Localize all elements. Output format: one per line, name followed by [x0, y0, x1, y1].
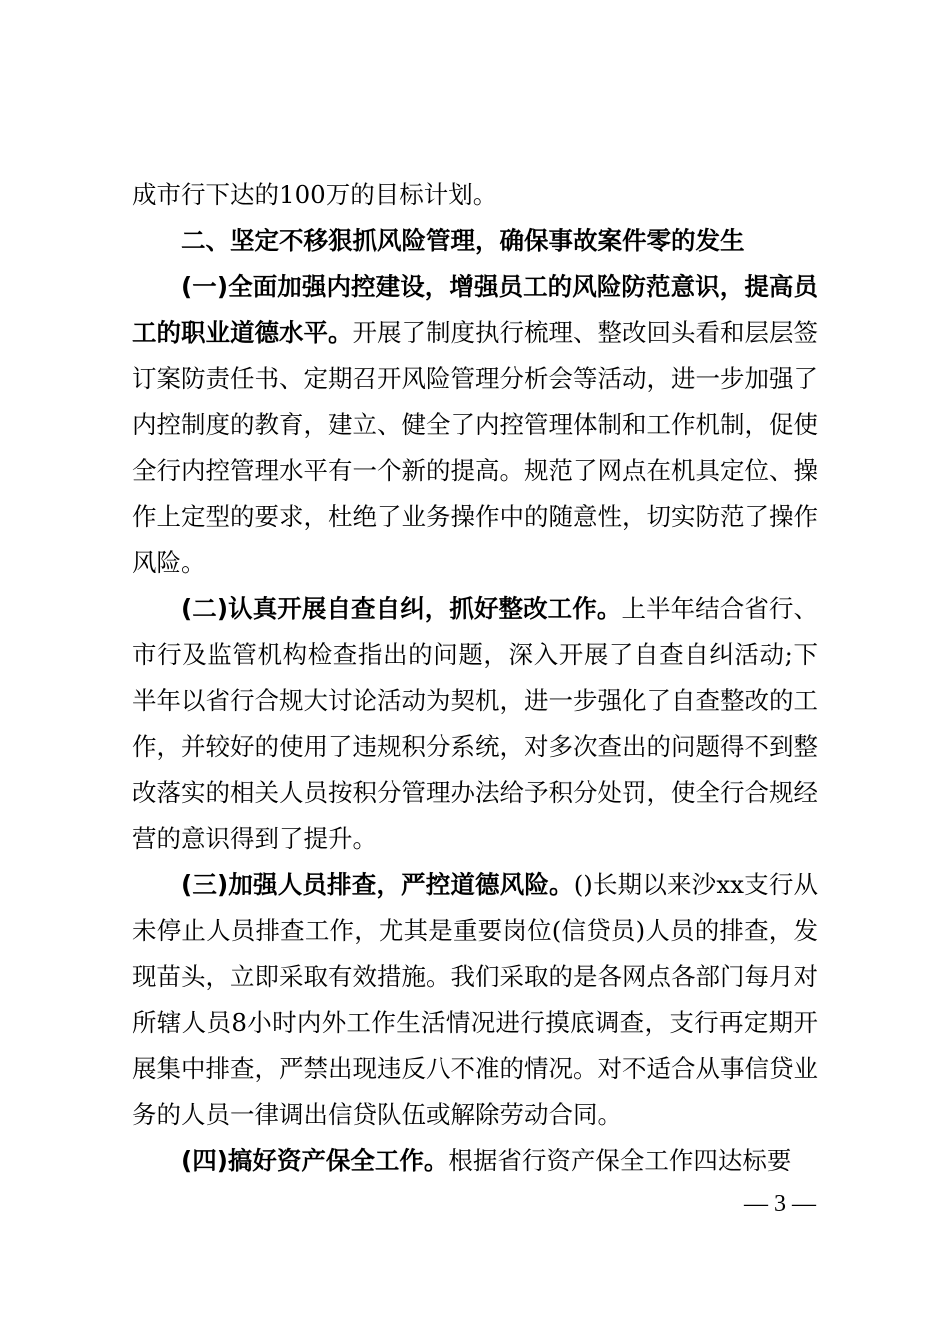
paragraph-4	[132, 1138, 818, 1184]
paragraph-2-lead: (二)认真开展自查自纠，抓好整改工作。	[181, 594, 622, 623]
page-number: — 3 —	[744, 1191, 816, 1217]
paragraph-3-lead: (三)加强人员排查，严控道德风险。	[181, 870, 574, 899]
continuation-paragraph: 成市行下达的100万的目标计划。	[132, 180, 498, 209]
document-body	[132, 172, 818, 1184]
paragraph-2-body: 上半年结合省行、市行及监管机构检查指出的问题，深入开展了自查自纠活动;下半年以省行合规大讨论活动为契机，进一步强化了自查整改的工作，并较好的使用了违规积分系统，对多次查出的问题得不到整改落实的相关人员按积分管理办法给予积分处罚，使全行合规经营的意识得到了提升。	[132, 594, 819, 853]
paragraph-1-body: 开展了制度执行梳理、整改回头看和层层签订案防责任书、定期召开风险管理分析会等活动，进一步加强了内控制度的教育，建立、健全了内控管理体制和工作机制，促使全行内控管理水平有一个新的提高。规范了网点在机具定位、操作上定型的要求，杜绝了业务操作中的随意性，切实防范了操作风险。	[132, 318, 818, 577]
paragraph-4-lead: (四)搞好资产保全工作。	[181, 1146, 449, 1175]
paragraph-1-lead: (一)全面加强内控建设，增强员工的风险防范意识，提高员工的职业道德水平。	[132, 272, 818, 347]
paragraph-1	[132, 264, 818, 586]
section-heading: 二、坚定不移狠抓风险管理，确保事故案件零的发生	[181, 226, 745, 255]
paragraph-4-body: 根据省行资产保全工作四达标要	[448, 1146, 792, 1175]
paragraph-3	[132, 862, 818, 1138]
paragraph-3-body: ()长期以来沙xx支行从未停止人员排查工作，尤其是重要岗位(信贷员)人员的排查，发现苗头，立即采取有效措施。我们采取的是各网点各部门每月对所辖人员8小时内外工作生活情况进行摸底调查，支行再定期开展集中排查，严禁出现违反八不准的情况。对不适合从事信贷业务的人员一律调出信贷队伍或解除劳动合同。	[132, 870, 818, 1129]
paragraph-2	[132, 586, 818, 862]
